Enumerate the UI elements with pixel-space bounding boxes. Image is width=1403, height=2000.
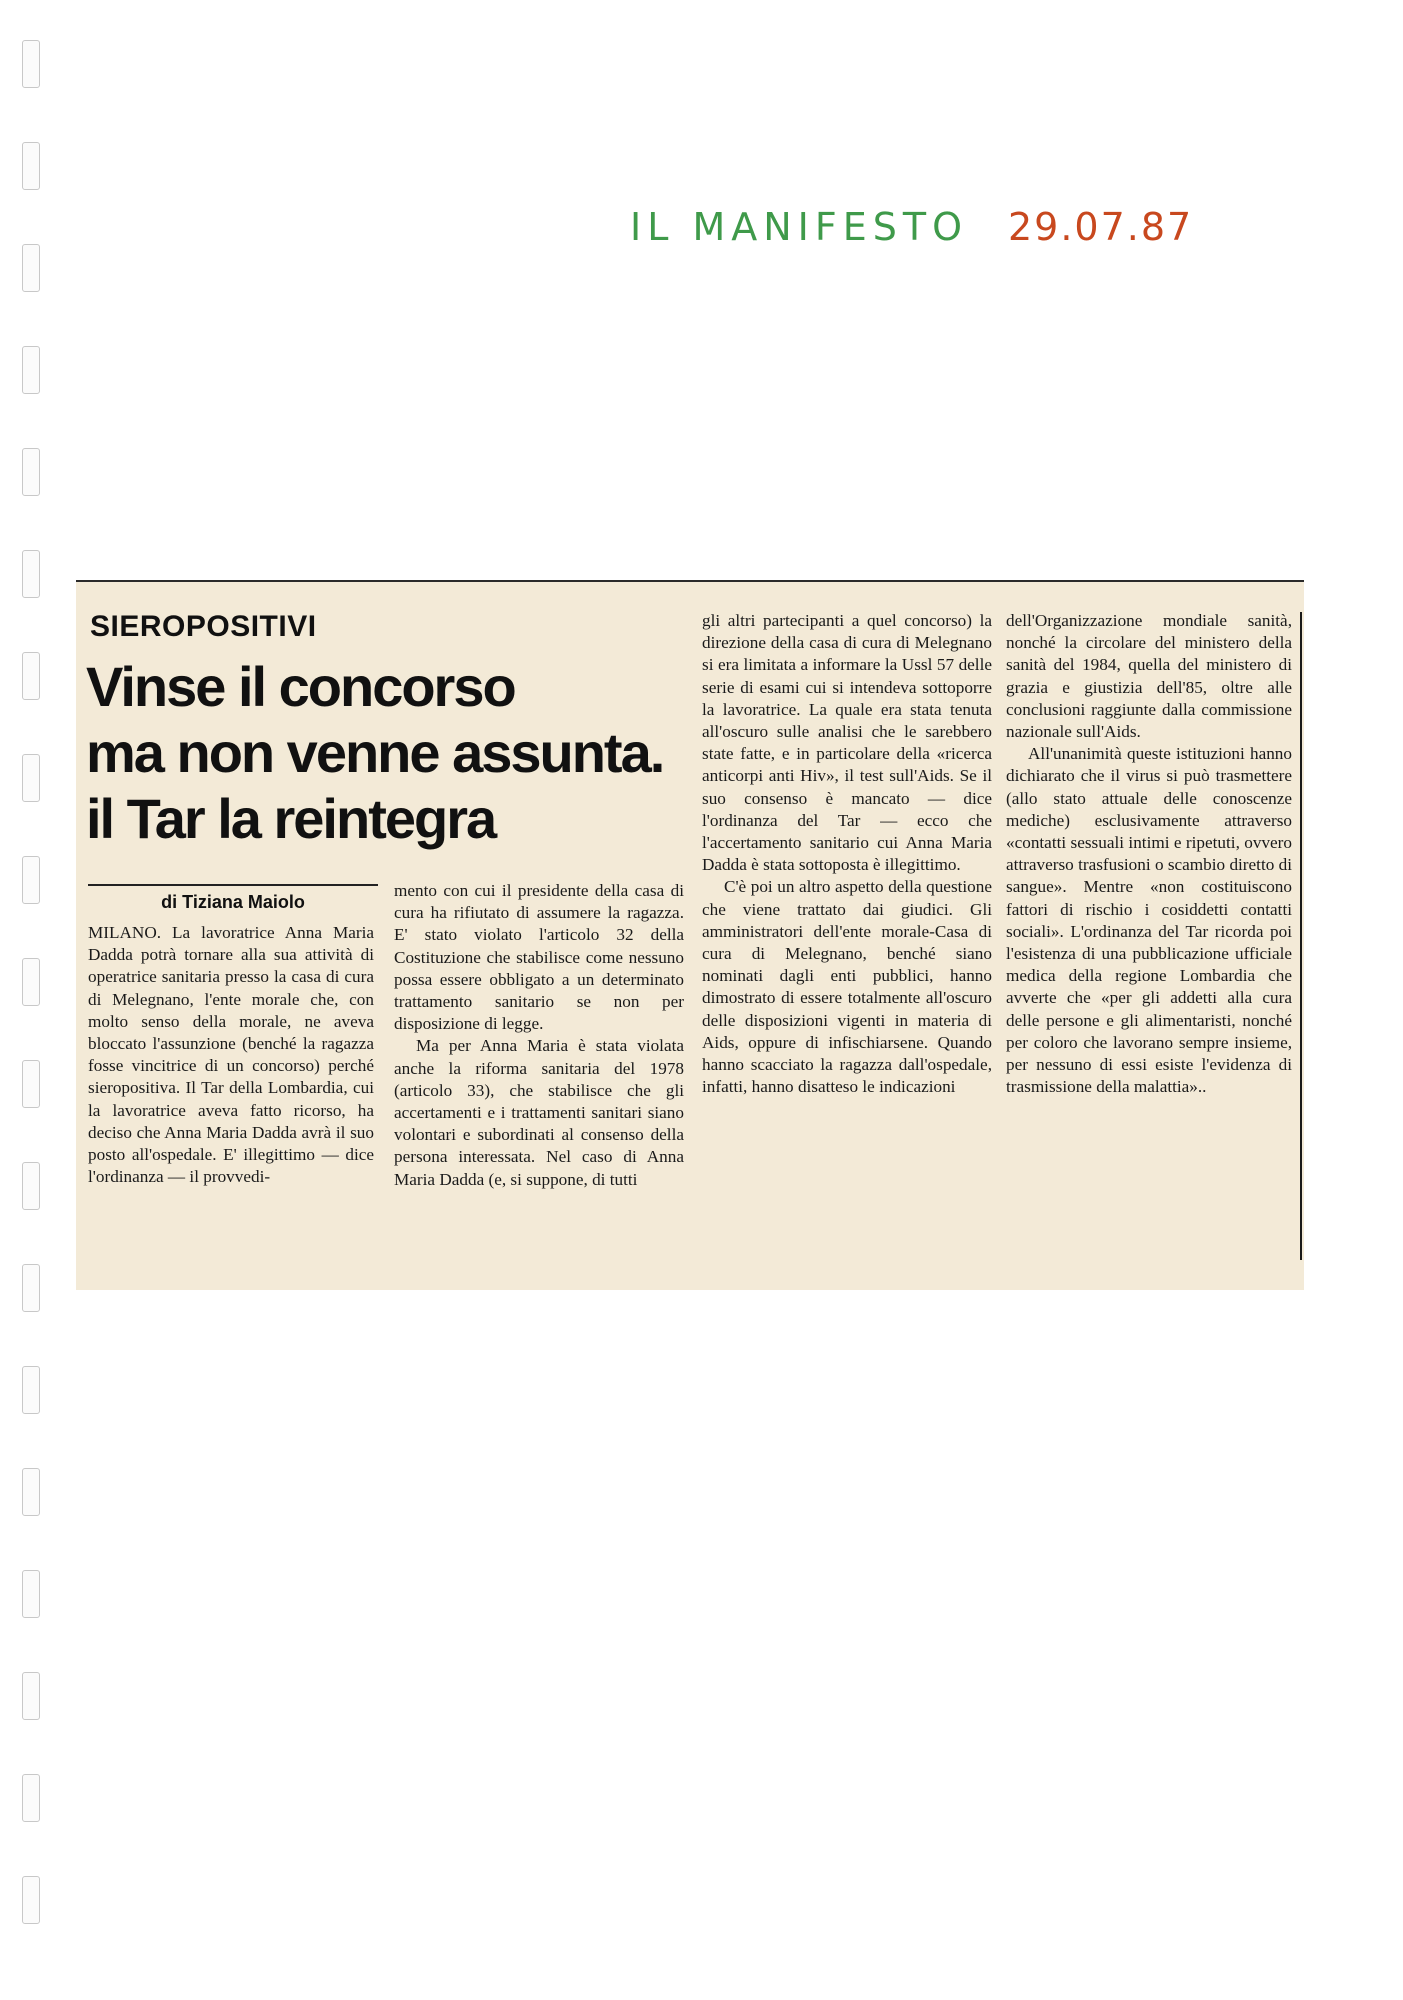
- headline-line: il Tar la reintegra: [86, 787, 496, 850]
- paragraph: mento con cui il presidente della casa di cura ha rifiutato di assumere la ragazza. E' stato violato l'articolo 32 della Costituzione che stabilisce come nessuno possa essere obbligato a un determinato trattamento sanitario se non per disposizione di legge.: [394, 881, 684, 1034]
- newspaper-clipping: [76, 580, 1304, 1290]
- binder-hole: [22, 346, 40, 394]
- binder-hole: [22, 142, 40, 190]
- handwritten-source: IL MANIFESTO: [630, 205, 968, 249]
- headline-line: Vinse il concorso: [86, 655, 515, 718]
- article-byline: di Tiziana Maiolo: [88, 884, 378, 913]
- article-column-3: [702, 610, 992, 1098]
- binder-hole: [22, 550, 40, 598]
- binder-hole: [22, 1468, 40, 1516]
- binder-hole: [22, 856, 40, 904]
- binder-hole: [22, 448, 40, 496]
- binder-hole: [22, 40, 40, 88]
- paragraph: Ma per Anna Maria è stata violata anche la riforma sanitaria del 1978 (articolo 33), che stabilisce che gli accertamenti e i trattamenti sanitari siano volontari e subordinati al consenso della persona interessata. Nel caso di Anna Maria Dadda (e, si suppone, di tutti: [394, 1036, 684, 1189]
- binder-hole: [22, 244, 40, 292]
- handwritten-source-note: [630, 205, 1193, 249]
- headline-line: ma non venne assunta.: [86, 721, 664, 784]
- column-rule: [1300, 612, 1302, 1260]
- binder-hole: [22, 1366, 40, 1414]
- article-headline: [86, 654, 676, 852]
- article-column-4: [1006, 610, 1292, 1098]
- paragraph: All'unanimità queste istituzioni hanno dichiarato che il virus si può trasmettere (allo stato attuale delle conoscenze mediche) esclusivamente attraverso «contatti sessuali intimi e ripetuti, ovvero attraverso trasfusioni o scambio diretto di sangue». Mentre «non costituiscono fattori di rischio i cosiddetti contatti sociali». L'ordinanza del Tar ricorda poi l'esistenza di una pubblicazione ufficiale medica della regione Lombardia che avverte che «per gli addetti alla cura delle persone e gli alimentaristi, nonché per coloro che lavorano sempre insieme, per nessuno di essi esiste l'evidenza di trasmissione della malattia»..: [1006, 744, 1292, 1097]
- binder-holes: [14, 40, 44, 1940]
- binder-hole: [22, 1060, 40, 1108]
- handwritten-date: 29.07.87: [1007, 205, 1194, 249]
- binder-hole: [22, 1774, 40, 1822]
- paragraph: dell'Organizzazione mondiale sanità, nonché la circolare del ministero della sanità del 1984, quella del ministero di grazia e giustizia dell'85, oltre alle conclusioni raggiunte dalla commissione nazionale sull'Aids.: [1006, 611, 1292, 742]
- binder-hole: [22, 1672, 40, 1720]
- article-column-1: [88, 922, 374, 1188]
- binder-hole: [22, 1264, 40, 1312]
- article-column-2: [394, 880, 684, 1191]
- binder-hole: [22, 1570, 40, 1618]
- article-kicker: SIEROPOSITIVI: [90, 610, 317, 643]
- binder-hole: [22, 1876, 40, 1924]
- binder-hole: [22, 754, 40, 802]
- binder-hole: [22, 958, 40, 1006]
- paragraph: MILANO. La lavoratrice Anna Maria Dadda potrà tornare alla sua attività di operatrice sanitaria presso la casa di cura di Melegnano, l'ente morale che, con molto senso della morale, ne aveva bloccato l'assunzione (benché la ragazza fosse vincitrice di un concorso) perché sieropositiva. Il Tar della Lombardia, cui la lavoratrice aveva fatto ricorso, ha deciso che Anna Maria Dadda avrà il suo posto all'ospedale. E' illegittimo — dice l'ordinanza — il provvedi-: [88, 923, 374, 1187]
- paragraph: C'è poi un altro aspetto della questione che viene trattato dai giudici. Gli amministratori dell'ente morale-Casa di cura di Melegnano, benché siano nominati dagli enti pubblici, hanno dimostrato di essere totalmente all'oscuro delle disposizioni vigenti in materia di Aids, oppure di infischiarsene. Quando hanno scacciato la ragazza dall'ospedale, infatti, hanno disatteso le indicazioni: [702, 877, 992, 1097]
- binder-hole: [22, 652, 40, 700]
- binder-hole: [22, 1162, 40, 1210]
- paragraph: gli altri partecipanti a quel concorso) la direzione della casa di cura di Melegnano si era limitata a informare la Ussl 57 delle serie di esami cui si intendeva sottoporre la lavoratrice. La quale era stata tenuta all'oscuro sulle analisi che le sarebbero state fatte, e in particolare della «ricerca anticorpi anti Hiv», il test sull'Aids. Se il suo consenso è mancato — dice l'ordinanza del Tar — ecco che l'accertamento sanitario cui Anna Maria Dadda è stata sottoposta è illegittimo.: [702, 611, 992, 875]
